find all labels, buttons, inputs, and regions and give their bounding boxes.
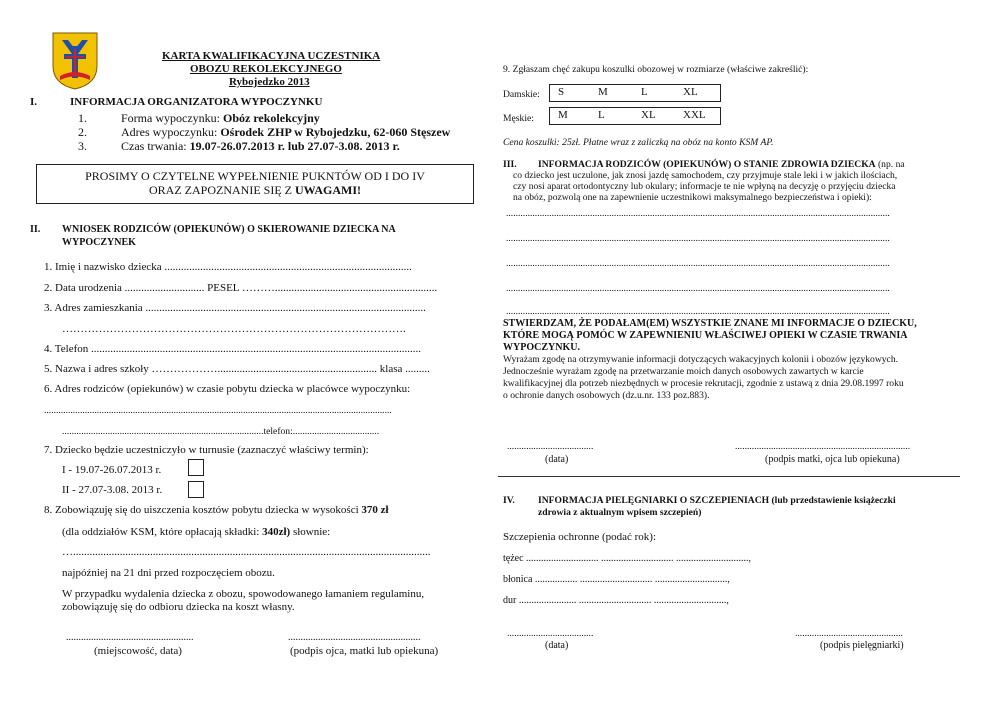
crest-icon <box>52 32 98 90</box>
turn-question: 7. Dziecko będzie uczestniczyło w turnusie (zaznaczyć właściwy termin): <box>44 444 369 456</box>
section-1-heading: INFORMACJA ORGANIZATORA WYPOCZYNKU <box>70 96 323 108</box>
health-info-line[interactable]: ................................................................................................................................................................ <box>506 258 890 269</box>
parents-phone-field[interactable]: ....................................................................................telefon:.................................... <box>62 426 380 437</box>
form-subtitle: OBOZU REKOLEKCYJNEGO <box>190 63 342 75</box>
place-date-sign-line[interactable]: ................................................... <box>66 632 194 643</box>
place-date-label: (miejscowość, data) <box>94 645 182 657</box>
turn-2-label: II - 27.07-3.08. 2013 r. <box>62 484 163 496</box>
parent-health-signature-line[interactable]: ......................................................................... <box>735 441 911 452</box>
size-option[interactable]: L <box>598 109 605 121</box>
form-title: KARTA KWALIFIKACYJNA UCZESTNIKA <box>162 50 381 62</box>
phone-field[interactable]: 4. Telefon ........................................................................................................................ <box>44 343 421 355</box>
turn-2-checkbox[interactable] <box>188 481 204 498</box>
diphtheria-field[interactable]: błonica ................. ............................. ............................., <box>503 574 730 585</box>
size-option[interactable]: M <box>598 86 608 98</box>
parent-health-signature-label: (podpis matki, ojca lub opiekuna) <box>765 454 900 465</box>
expulsion-clause-2: zobowiązuję się do odbioru dziecka na koszt własny. <box>62 601 295 613</box>
vaccinations-intro: Szczepienia ochronne (podać rok): <box>503 531 657 543</box>
section-3-number: III. <box>503 159 517 170</box>
section-4-heading-line1: INFORMACJA PIELĘGNIARKI O SZCZEPIENIACH (lub przedstawienie książeczki <box>538 495 896 506</box>
size-option[interactable]: XL <box>683 86 698 98</box>
section-3-desc-1: co dziecko jest uczulone, jak znosi jazdę samochodem, czy przyjmuje stale leki i w jakich ilościach, <box>513 170 898 181</box>
declaration-line-2: KTÓRE MOGĄ POMÓC W ZAPEWNIENIU WŁAŚCIWEJ OPIEKI W CZASIE TRWANIA <box>503 330 908 341</box>
women-sizes-label: Damskie: <box>503 89 540 100</box>
consent-line-4: o ochronie danych osobowych (dz.u.nr. 133 poz.883). <box>503 390 710 401</box>
cost-line: 8. Zobowiązuję się do uiszczenia kosztów pobytu dziecka w wysokości 370 zł <box>44 504 389 516</box>
typhoid-field[interactable]: dur ....................... ............................. ............................., <box>503 595 729 606</box>
cost-in-words-field[interactable]: ….................................................................................................................................. <box>62 546 431 558</box>
size-option[interactable]: XL <box>641 109 656 121</box>
notice-line-2: ORAZ ZAPOZNANIE SIĘ Z UWAGAMI! <box>149 183 361 197</box>
form-location-year: Rybojedzko 2013 <box>229 76 310 88</box>
section-3-heading: INFORMACJA RODZICÓW (OPIEKUNÓW) O STANIE ZDROWIA DZIECKA (np. na <box>538 159 905 170</box>
payment-deadline: najpóźniej na 21 dni przed rozpoczęciem obozu. <box>62 567 275 579</box>
section-3-desc-2: czy nosi aparat ortodontyczny lub okulary; informacje te nie wpłyną na decyzję o przyjęciu dziecka <box>513 181 896 192</box>
parents-address-label: 6. Adres rodziców (opiekunów) w czasie pobytu dziecka w placówce wypoczynku: <box>44 383 411 395</box>
health-info-line[interactable]: ................................................................................................................................................................ <box>506 208 890 219</box>
size-option[interactable]: S <box>558 86 565 98</box>
nurse-signature-label: (podpis pielęgniarki) <box>820 640 904 651</box>
section-2-heading-line1: WNIOSEK RODZICÓW (OPIEKUNÓW) O SKIEROWANIE DZIECKA NA <box>62 224 396 235</box>
section-1-number: I. <box>30 96 38 108</box>
parent-date-label: (data) <box>545 454 569 465</box>
home-address-field-line2[interactable]: …………………………………………………………………………………. <box>62 323 406 335</box>
section-2-number: II. <box>30 224 41 235</box>
size-option[interactable]: XXL <box>683 109 706 121</box>
consent-line-1: Wyrażam zgodę na otrzymywanie informacji dotyczących wakacyjnych kolonii i obozów językowych. <box>503 354 899 365</box>
birthdate-pesel-field[interactable]: 2. Data urodzenia ............................. PESEL ………........................................................... <box>44 282 438 294</box>
parent-signature-line[interactable]: ..................................................... <box>288 632 421 643</box>
school-field[interactable]: 5. Nazwa i adres szkoły ……………….......................................................... klasa ......... <box>44 363 430 375</box>
health-info-line[interactable]: ................................................................................................................................................................ <box>506 233 890 244</box>
men-sizes-label: Męskie: <box>503 113 534 124</box>
shirt-intro: 9. Zgłaszam chęć zakupu koszulki obozowej w rozmiarze (właściwe zakreślić): <box>503 64 809 75</box>
child-name-field[interactable]: 1. Imię i nazwisko dziecka .......................................................................................... <box>44 261 412 273</box>
nurse-signature-line[interactable]: ............................................. <box>795 628 903 639</box>
parents-address-field[interactable]: ................................................................................................................................................. <box>44 405 392 416</box>
health-info-line[interactable]: ................................................................................................................................................................ <box>506 306 890 317</box>
ksm-logo-crest <box>52 32 98 90</box>
section-2-heading-line2: WYPOCZYNEK <box>62 237 136 248</box>
notice-line-1: PROSIMY O CZYTELNE WYPEŁNIENIE PUKNTÓW OD I DO IV <box>85 169 425 183</box>
tetanus-field[interactable]: tężec ............................. ............................. ............................., <box>503 553 752 564</box>
turn-1-label: I - 19.07-26.07.2013 r. <box>62 464 162 476</box>
consent-line-3: kwalifikacyjnej dla potrzeb niezbędnych w procesie rekrutacji, zgodnie z ustawą z dnia 29.08.1997 roku <box>503 378 904 389</box>
home-address-field[interactable]: 3. Adres zamieszkania ...................................................................................................... <box>44 302 426 314</box>
size-option[interactable]: M <box>558 109 568 121</box>
expulsion-clause-1: W przypadku wydalenia dziecka z obozu, spowodowanego łamaniem regulaminu, <box>62 588 425 600</box>
parent-date-line[interactable]: .................................... <box>507 441 594 452</box>
section-4-number: IV. <box>503 495 515 506</box>
nurse-date-line[interactable]: .................................... <box>507 628 594 639</box>
consent-line-2: Jednocześnie wyrażam zgodę na przetwarzanie moich danych osobowych zawartych w karcie <box>503 366 864 377</box>
declaration-line-1: STWIERDZAM, ŻE PODAŁAM(EM) WSZYSTKIE ZNANE MI INFORMACJE O DZIECKU, <box>503 318 917 329</box>
cost-ksm-line: (dla oddziałów KSM, które opłacają składki: 340zł) słownie: <box>62 526 331 538</box>
shirt-price-note: Cena koszulki: 25zł. Płatne wraz z zaliczką na obóz na konto KSM AP. <box>503 137 774 148</box>
section-4-heading-line2: zdrowia z aktualnym wpisem szczepień) <box>538 507 702 518</box>
turn-1-checkbox[interactable] <box>188 459 204 476</box>
parent-signature-label: (podpis ojca, matki lub opiekuna) <box>290 645 439 657</box>
section-divider <box>498 476 960 477</box>
notice-box <box>36 164 474 204</box>
size-option[interactable]: L <box>641 86 648 98</box>
declaration-line-3: WYPOCZYNKU. <box>503 342 580 353</box>
men-sizes-box <box>549 107 721 125</box>
section-3-desc-3: na obóz, pozwolą one na zapewnienie uczestnikowi maksymalnego bezpieczeństwa i opieki): <box>513 192 872 203</box>
nurse-date-label: (data) <box>545 640 569 651</box>
health-info-line[interactable]: ................................................................................................................................................................ <box>506 283 890 294</box>
women-sizes-box <box>549 84 721 102</box>
